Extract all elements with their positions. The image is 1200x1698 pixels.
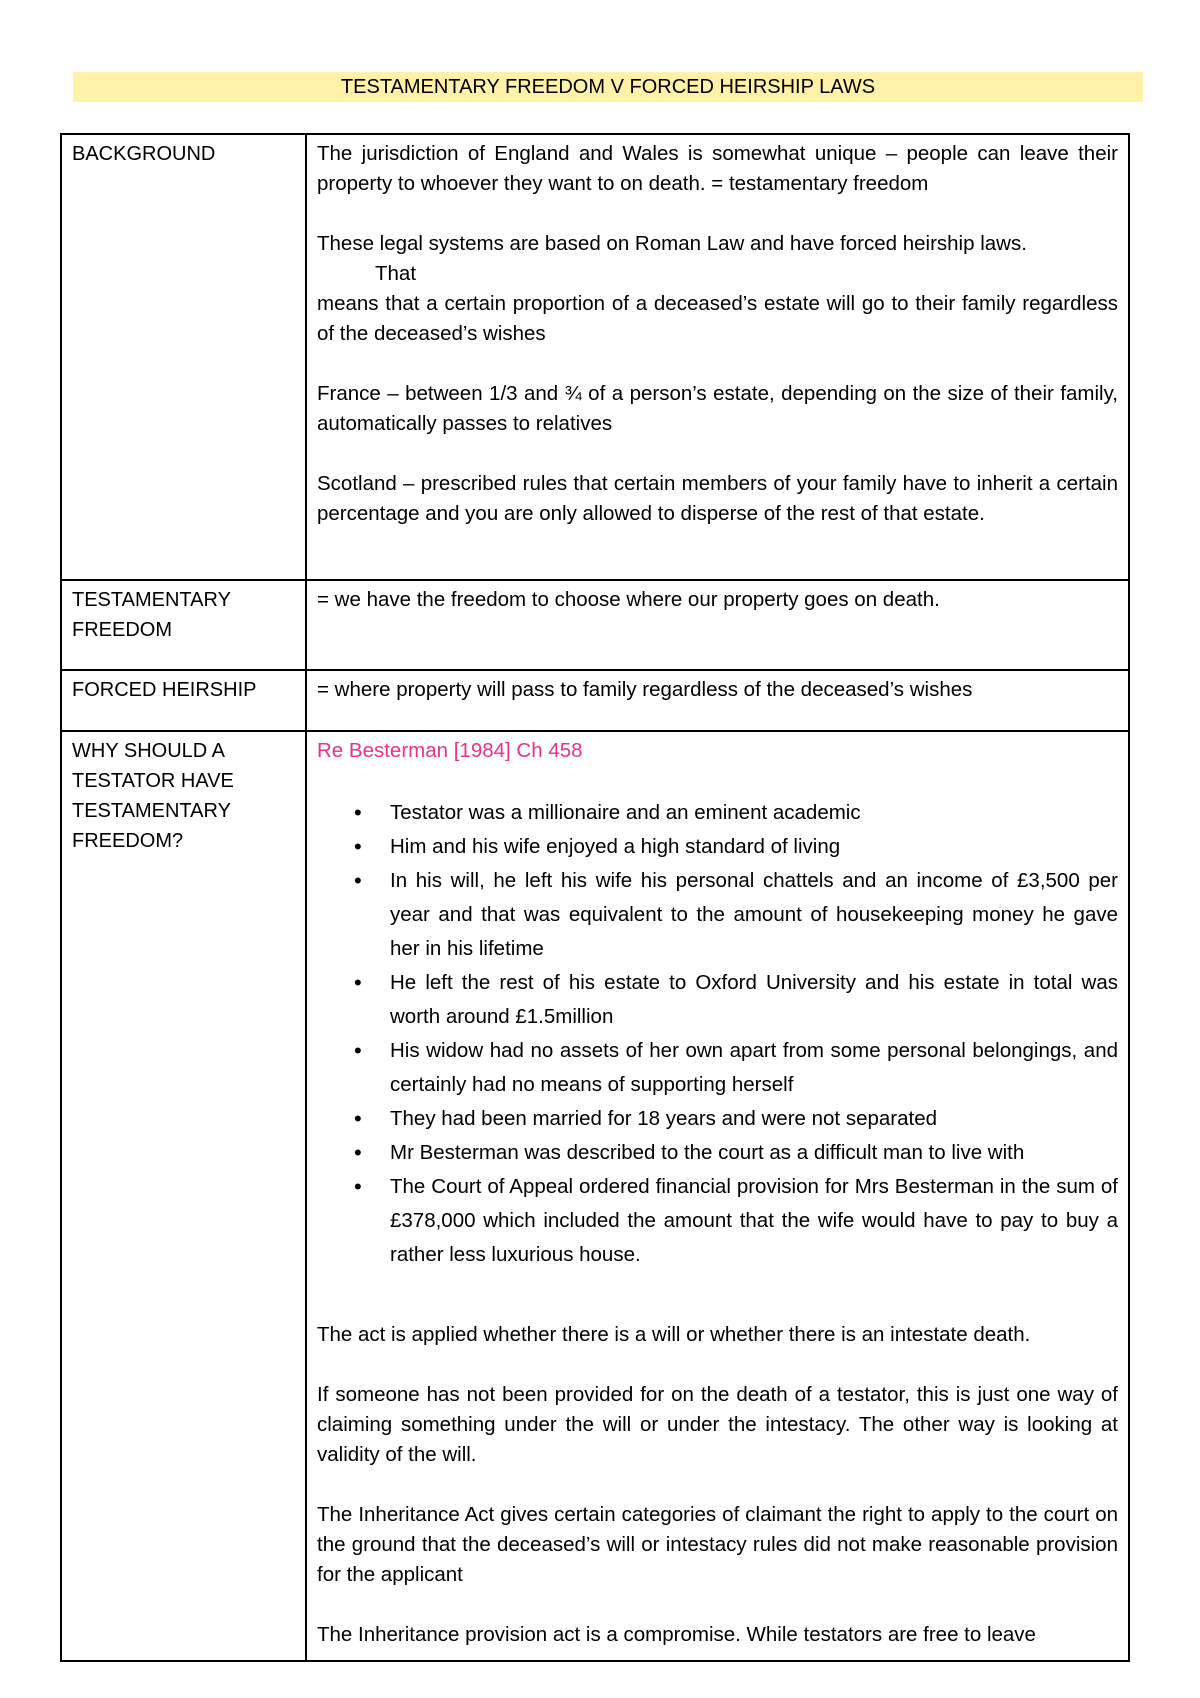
- row-label-background: BACKGROUND: [61, 134, 306, 580]
- label-line: FREEDOM?: [72, 830, 184, 852]
- document-title: TESTAMENTARY FREEDOM V FORCED HEIRSHIP LAWS: [73, 72, 1143, 102]
- label-line: WHY SHOULD A: [72, 740, 225, 762]
- label-line: FREEDOM: [72, 619, 172, 641]
- paragraph: The act is applied whether there is a will or whether there is an intestate death.: [317, 1323, 1031, 1346]
- paragraph-text: These legal systems are based on Roman Law and have forced heirship laws.: [317, 232, 1027, 255]
- paragraph: = we have the freedom to choose where our property goes on death.: [317, 588, 940, 611]
- paragraph: The Inheritance provision act is a compromise. While testators are free to leave: [317, 1623, 1036, 1646]
- row-label-forced-heirship: FORCED HEIRSHIP: [61, 670, 306, 731]
- paragraph: = where property will pass to family regardless of the deceased’s wishes: [317, 678, 973, 701]
- spacer: [317, 1272, 1118, 1320]
- paragraph: The Inheritance Act gives certain categories of claimant the right to apply to the court on the ground that the deceased’s will or intestacy rules did not make reasonable provision for the applicant: [317, 1503, 1118, 1586]
- notes-table: [60, 133, 1130, 1662]
- table-row-forced-heirship: [61, 670, 1129, 731]
- label-line: TESTATOR HAVE: [72, 770, 234, 792]
- row-content-background: [306, 134, 1129, 580]
- paragraph: The jurisdiction of England and Wales is somewhat unique – people can leave their property to whoever they want to on death. = testamentary freedom: [317, 142, 1118, 195]
- table-row-background: [61, 134, 1129, 580]
- paragraph: If someone has not been provided for on the death of a testator, this is just one way of claiming something under the will or under the intestacy. The other way is looking at validity of the will.: [317, 1383, 1118, 1466]
- list-item: • His widow had no assets of her own apart from some personal belongings, and certainly had no means of supporting herself: [390, 1034, 1118, 1102]
- paragraph: [317, 229, 1118, 349]
- paragraph: Scotland – prescribed rules that certain members of your family have to inherit a certain percentage and you are only allowed to disperse of the rest of that estate.: [317, 472, 1118, 525]
- label-line: TESTAMENTARY: [72, 589, 231, 611]
- row-content-why: [306, 731, 1129, 1661]
- list-item: • Him and his wife enjoyed a high standard of living: [390, 830, 1118, 864]
- paragraph-text: means that a certain proportion of a deceased’s estate will go to their family regardless of the deceased’s wishes: [317, 292, 1118, 345]
- list-item: • He left the rest of his estate to Oxford University and his estate in total was worth around £1.5million: [390, 966, 1118, 1034]
- row-content-testamentary-freedom: [306, 580, 1129, 670]
- row-content-forced-heirship: [306, 670, 1129, 731]
- case-title: Re Besterman [1984] Ch 458: [317, 739, 583, 762]
- label-line: TESTAMENTARY: [72, 800, 231, 822]
- table-row-testamentary-freedom: [61, 580, 1129, 670]
- list-item: • The Court of Appeal ordered financial provision for Mrs Besterman in the sum of £378,000 which included the amount that the wife would have to pay to buy a rather less luxurious house.: [390, 1170, 1118, 1272]
- case-facts-list: [317, 796, 1118, 1272]
- list-item: • They had been married for 18 years and were not separated: [390, 1102, 1118, 1136]
- row-label-why: [61, 731, 306, 1661]
- list-item: • In his will, he left his wife his personal chattels and an income of £3,500 per year and that was equivalent to the amount of housekeeping money he gave her in his lifetime: [390, 864, 1118, 966]
- table-row-why: [61, 731, 1129, 1661]
- list-item: • Mr Besterman was described to the court as a difficult man to live with: [390, 1136, 1118, 1170]
- paragraph: France – between 1/3 and ¾ of a person’s estate, depending on the size of their family, automatically passes to relatives: [317, 382, 1118, 435]
- paragraph-text: That: [375, 262, 417, 285]
- list-item: • Testator was a millionaire and an eminent academic: [390, 796, 1118, 830]
- row-label-testamentary-freedom: [61, 580, 306, 670]
